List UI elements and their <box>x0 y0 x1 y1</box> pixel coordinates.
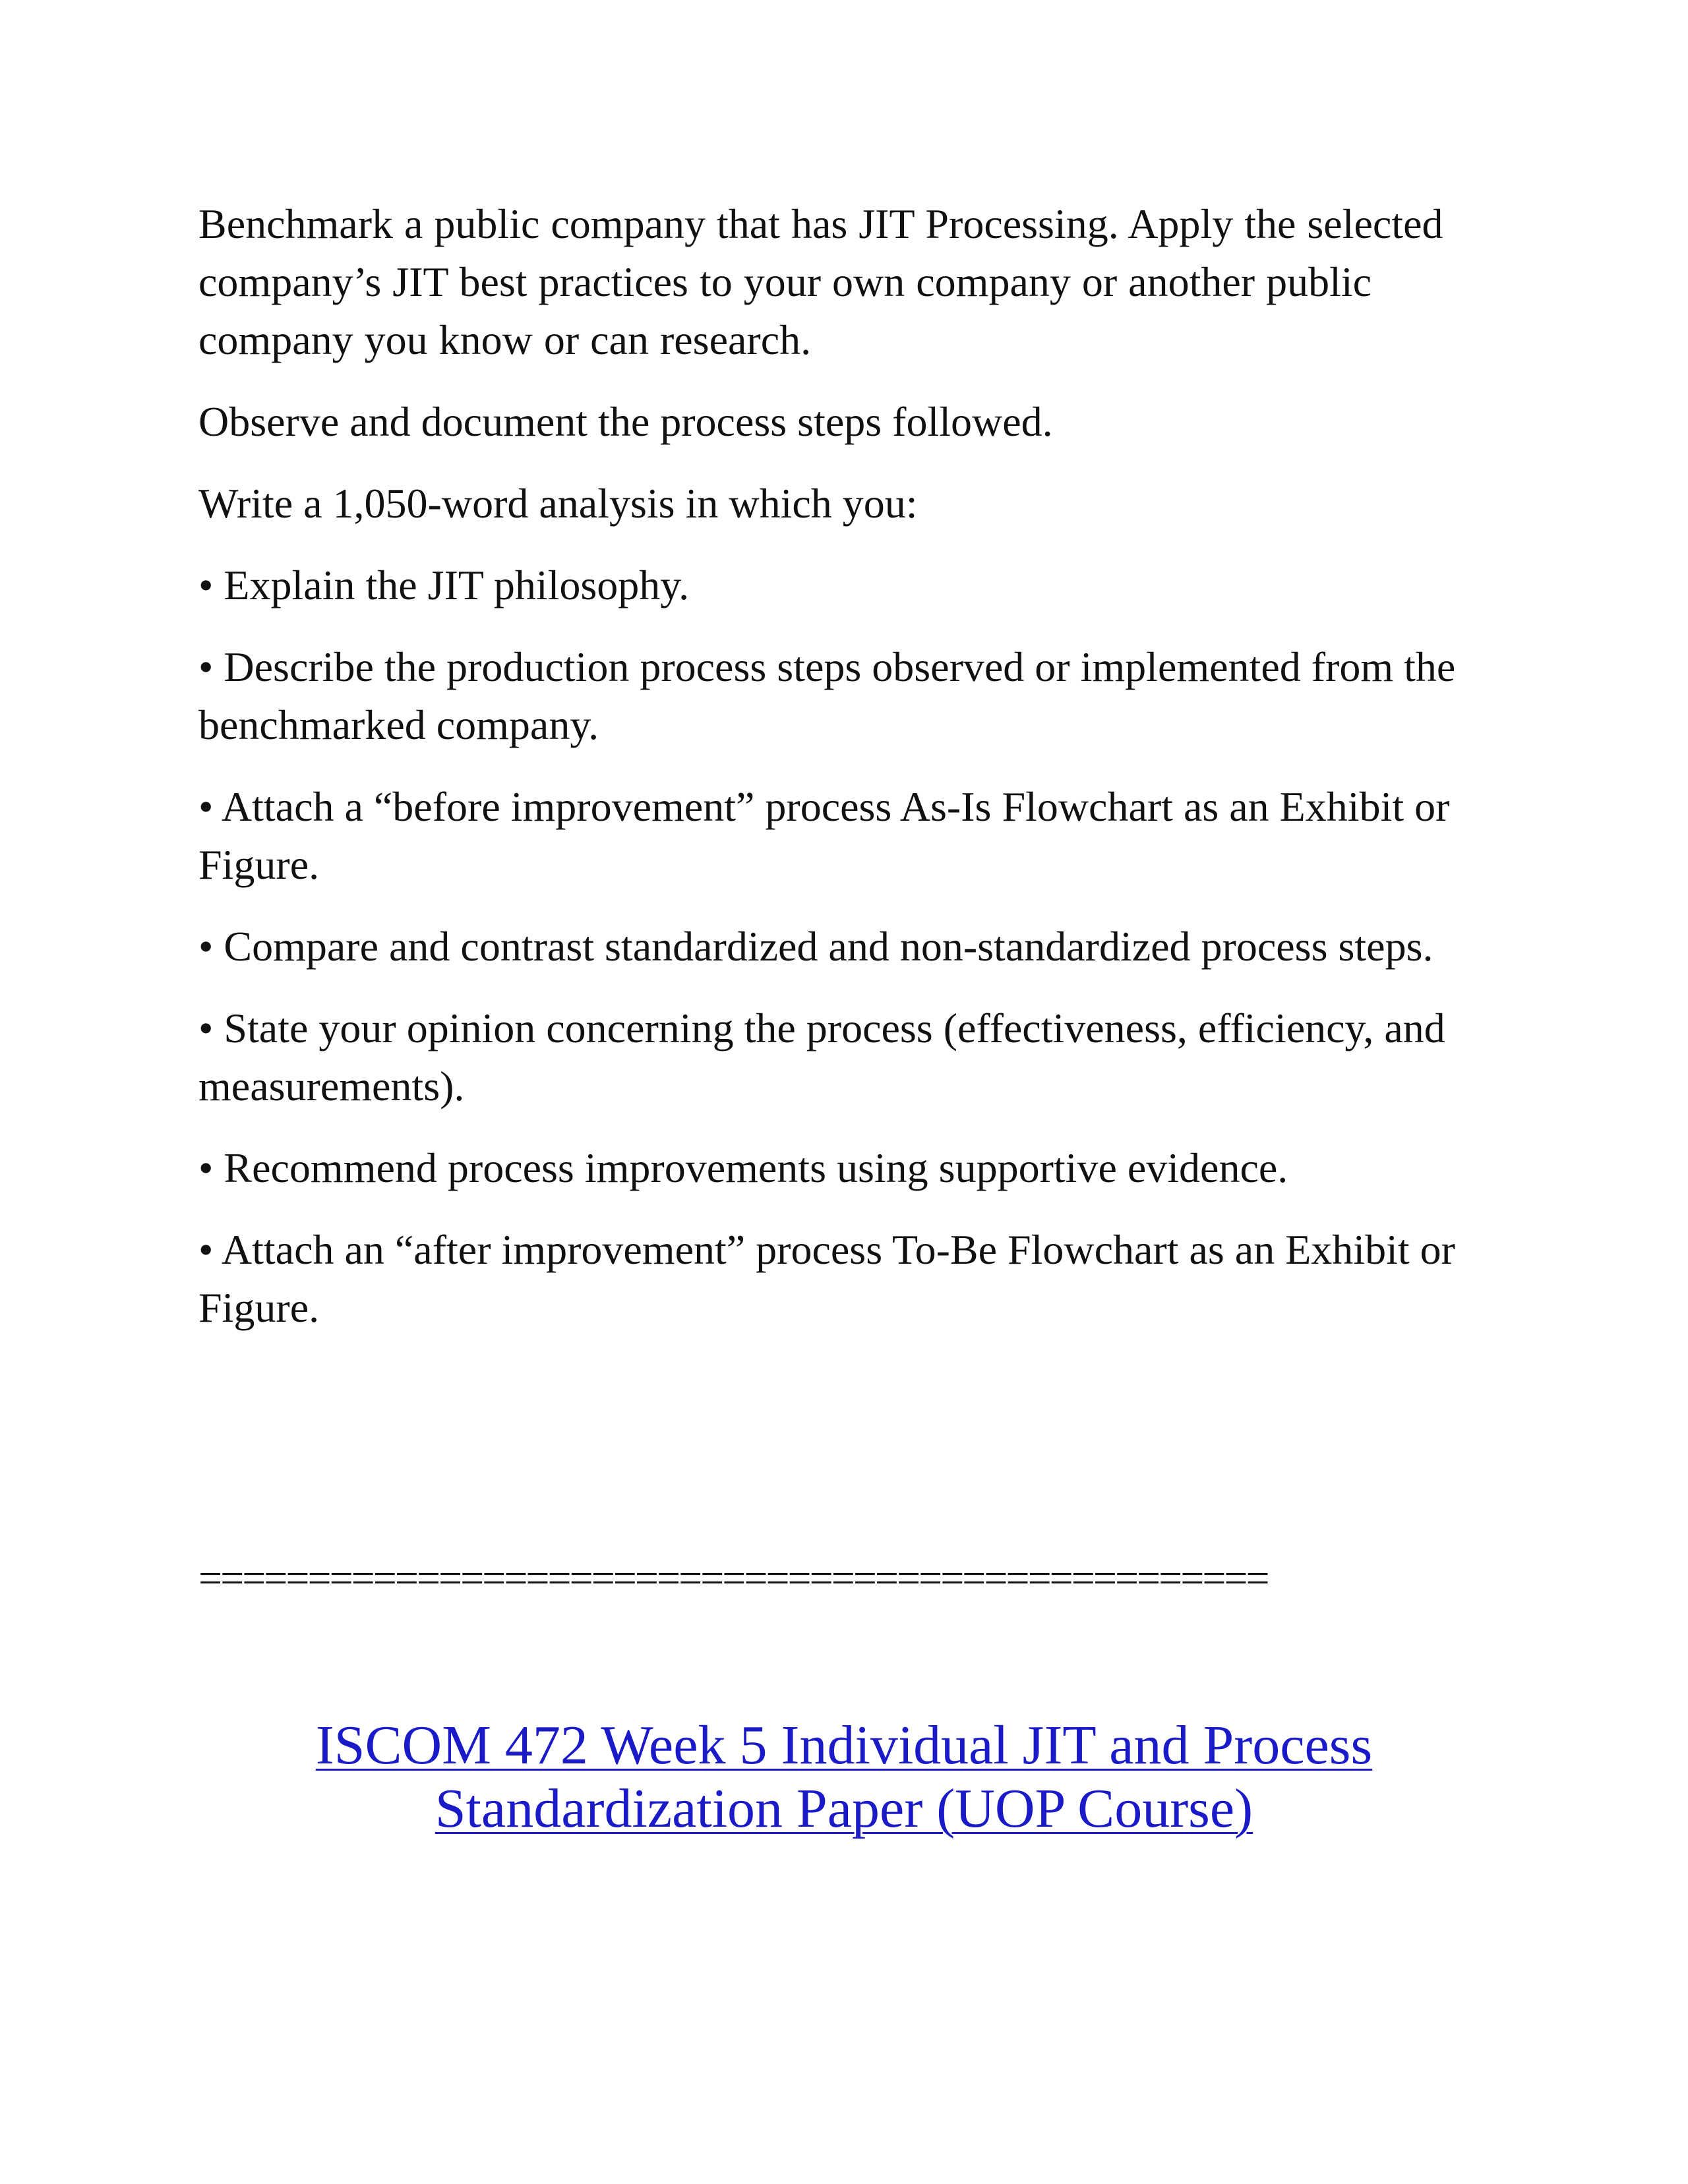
observe-paragraph: Observe and document the process steps followed. <box>198 398 1053 445</box>
divider-line: ================================================= <box>198 1554 1268 1601</box>
bullet-item: • State your opinion concerning the process (effectiveness, efficiency, and measurements). <box>198 1005 1445 1109</box>
course-link-line-1[interactable]: ISCOM 472 Week 5 Individual JIT and Process <box>315 1715 1373 1776</box>
assignment-text <box>198 195 1504 1361</box>
bullet-item: • Compare and contrast standardized and non-standardized process steps. <box>198 923 1433 970</box>
course-link-line-2[interactable]: Standardization Paper (UOP Course) <box>435 1778 1253 1839</box>
analysis-instruction: Write a 1,050-word analysis in which you: <box>198 480 918 527</box>
course-link-block <box>0 1714 1688 1841</box>
bullet-item: • Attach an “after improvement” process To-Be Flowchart as an Exhibit or Figure. <box>198 1226 1455 1331</box>
intro-paragraph: Benchmark a public company that has JIT Processing. Apply the selected company’s JIT best practices to your own company or another public company you know or can research. <box>198 200 1443 363</box>
bullet-item: • Explain the JIT philosophy. <box>198 562 690 608</box>
bullet-item: • Describe the production process steps observed or implemented from the benchmarked company. <box>198 643 1456 748</box>
bullet-item: • Recommend process improvements using supportive evidence. <box>198 1144 1288 1191</box>
bullet-item: • Attach a “before improvement” process As-Is Flowchart as an Exhibit or Figure. <box>198 783 1450 888</box>
